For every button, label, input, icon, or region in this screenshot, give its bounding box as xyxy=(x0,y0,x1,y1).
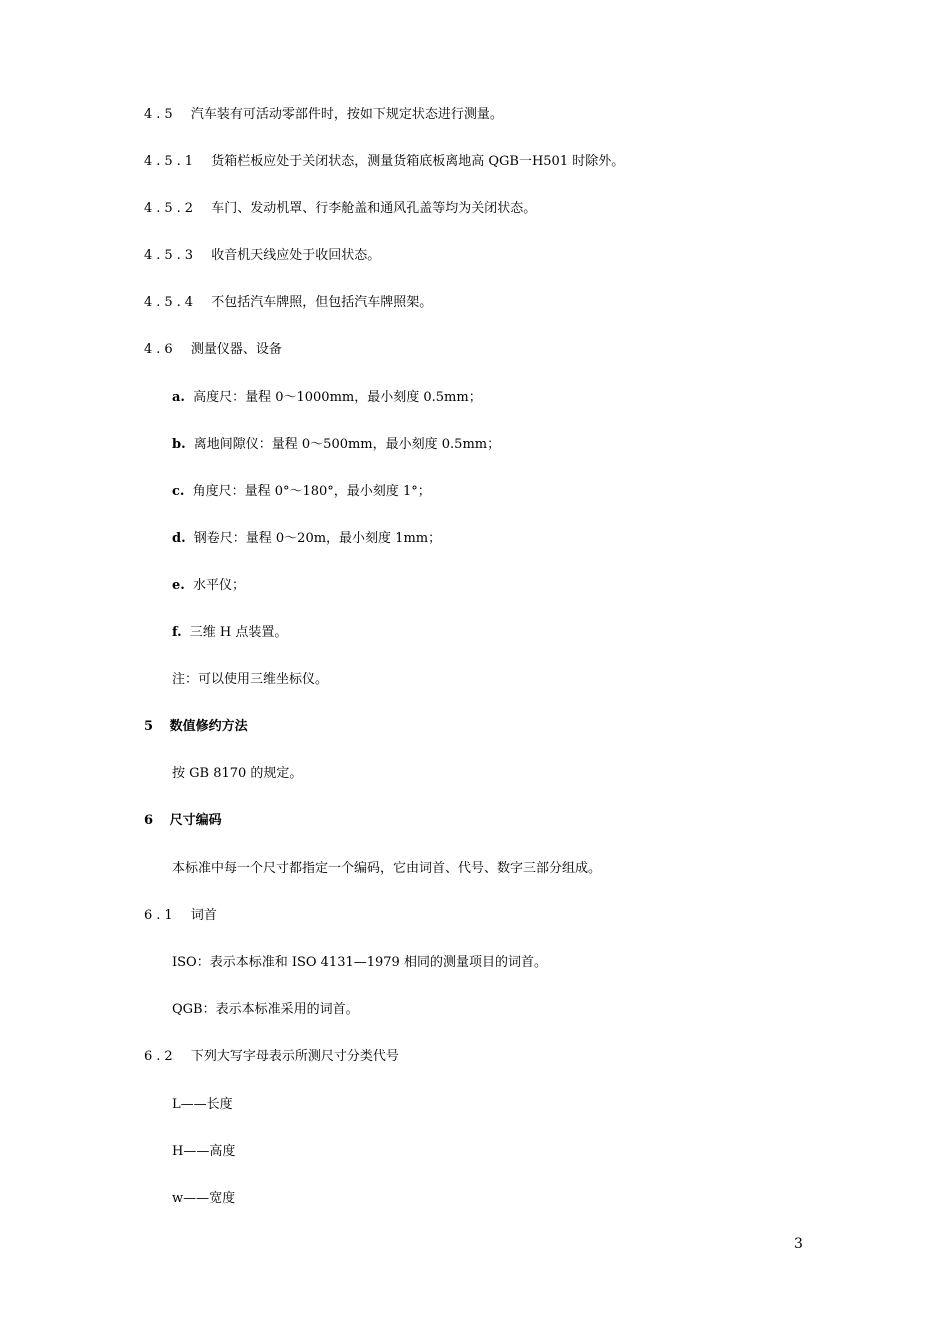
note-text: 注：可以使用三维坐标仪。 xyxy=(172,672,329,687)
list-item-e xyxy=(172,577,245,595)
code-item-width xyxy=(172,1190,235,1208)
clause-4-6 xyxy=(144,341,282,359)
clause-6-2 xyxy=(144,1048,399,1066)
list-text: 钢卷尺：量程 0～20m，最小刻度 1mm； xyxy=(193,531,442,546)
code-item-height xyxy=(172,1143,235,1161)
paragraph-text: ISO：表示本标准和 ISO 4131—1979 相同的测量项目的词首。 xyxy=(172,955,547,970)
clause-text: 测量仪器、设备 xyxy=(190,342,282,357)
list-marker: e. xyxy=(172,578,185,593)
paragraph-text: 本标准中每一个尺寸都指定一个编码，它由词首、代号、数字三部分组成。 xyxy=(172,861,602,876)
paragraph-text: QGB：表示本标准采用的词首。 xyxy=(172,1002,359,1017)
list-marker: d. xyxy=(172,531,186,546)
clause-4-5-2 xyxy=(144,200,536,218)
section-title: 数值修约方法 xyxy=(169,719,248,734)
list-marker: c. xyxy=(172,484,185,499)
clause-text: 货箱栏板应处于关闭状态，测量货箱底板离地高 QGB一H501 时除外。 xyxy=(211,154,625,169)
clause-number: 6.1 xyxy=(144,908,177,923)
clause-text: 下列大写字母表示所测尺寸分类代号 xyxy=(190,1049,399,1064)
clause-number: 4.5.3 xyxy=(144,248,198,263)
clause-text: 汽车装有可活动零部件时，按如下规定状态进行测量。 xyxy=(190,107,503,122)
note xyxy=(172,671,328,689)
clause-text: 不包括汽车牌照，但包括汽车牌照架。 xyxy=(211,295,433,310)
clause-6-1 xyxy=(144,907,217,925)
clause-4-5-1 xyxy=(144,153,624,171)
list-text: 三维 H 点装置。 xyxy=(189,625,288,640)
code-text: L——长度 xyxy=(172,1097,233,1112)
code-item-length xyxy=(172,1096,233,1114)
list-text: 角度尺：量程 0°～180°，最小刻度 1°； xyxy=(192,484,431,499)
clause-4-5-3 xyxy=(144,247,380,265)
section-6-heading xyxy=(144,812,222,830)
list-item-b xyxy=(172,436,500,454)
code-text: H——高度 xyxy=(172,1144,236,1159)
paragraph xyxy=(172,765,302,783)
code-text: w——宽度 xyxy=(172,1191,236,1206)
clause-number: 4.5.1 xyxy=(144,154,198,169)
clause-number: 4.6 xyxy=(144,342,177,357)
clause-number: 4.5.4 xyxy=(144,295,198,310)
list-text: 高度尺：量程 0～1000mm，最小刻度 0.5mm； xyxy=(193,390,482,405)
list-marker: b. xyxy=(172,437,186,452)
list-text: 离地间隙仪：量程 0～500mm，最小刻度 0.5mm； xyxy=(193,437,501,452)
list-item-c xyxy=(172,483,431,501)
list-text: 水平仪； xyxy=(192,578,245,593)
clause-number: 4.5 xyxy=(144,107,177,122)
list-marker: f. xyxy=(172,625,182,640)
paragraph-text: 按 GB 8170 的规定。 xyxy=(172,766,303,781)
clause-text: 车门、发动机罩、行李舱盖和通风孔盖等均为关闭状态。 xyxy=(211,201,537,216)
page-number: 3 xyxy=(794,1236,803,1252)
clause-4-5-4 xyxy=(144,294,432,312)
paragraph xyxy=(172,954,547,972)
clause-4-5 xyxy=(144,106,503,124)
section-number: 6 xyxy=(144,813,154,828)
clause-number: 6.2 xyxy=(144,1049,177,1064)
list-marker: a. xyxy=(172,390,185,405)
list-item-a xyxy=(172,389,482,407)
paragraph xyxy=(172,1001,359,1019)
clause-text: 收音机天线应处于收回状态。 xyxy=(211,248,381,263)
list-item-f xyxy=(172,624,287,642)
section-5-heading xyxy=(144,718,248,736)
paragraph xyxy=(172,860,601,878)
clause-number: 4.5.2 xyxy=(144,201,198,216)
clause-text: 词首 xyxy=(190,908,217,923)
section-title: 尺寸编码 xyxy=(169,813,222,828)
list-item-d xyxy=(172,530,441,548)
section-number: 5 xyxy=(144,719,154,734)
